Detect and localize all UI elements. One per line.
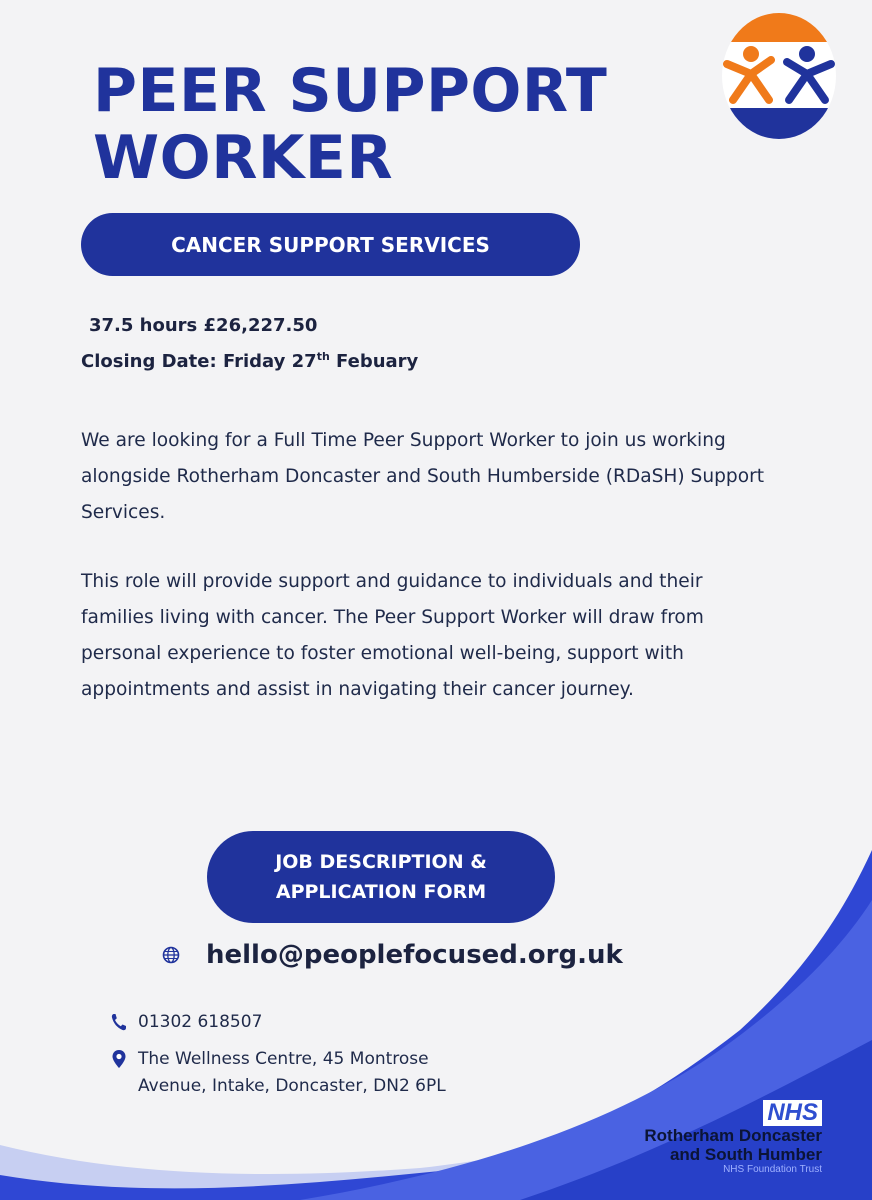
email-address[interactable]: hello@peoplefocused.org.uk [206,940,623,970]
people-focused-logo [721,12,837,140]
job-description-button-label [275,847,487,907]
title-line-2: WORKER [93,123,394,193]
role-paragraph: This role will provide support and guidance to individuals and their families living with cancer. The Peer Support Worker will draw from personal experience to foster emotional well-being, support with appointments and assist in navigating their cancer journey. [81,571,704,700]
page-title [93,58,607,192]
nhs-badge: NHS [763,1100,822,1126]
cta-line-2: APPLICATION FORM [275,881,487,903]
phone-icon [110,1012,128,1032]
trust-name-line-2: and South Humber [669,1145,822,1164]
phone-number[interactable]: 01302 618507 [138,1012,263,1032]
postal-address: The Wellness Centre, 45 Montrose Avenue, Intake, Doncaster, DN2 6PL [138,1049,446,1096]
cta-line-1: JOB DESCRIPTION & [275,851,487,873]
email-contact[interactable] [162,936,623,974]
job-description-button[interactable] [207,831,555,923]
closing-date-prefix: Closing Date: Friday 27 [81,351,317,372]
phone-contact[interactable] [110,1009,262,1036]
location-pin-icon [110,1049,128,1069]
address-contact [110,1046,498,1100]
closing-date-month: Febuary [329,351,419,372]
globe-icon [162,946,180,964]
service-label: CANCER SUPPORT SERVICES [171,232,490,257]
trust-subtitle: NHS Foundation Trust [723,1164,822,1175]
title-line-1: PEER SUPPORT [93,56,608,126]
hours-salary: 37.5 hours £26,227.50 [89,315,318,336]
intro-paragraph: We are looking for a Full Time Peer Support Worker to join us working alongside Rotherham Doncaster and South Humberside (RDaSH) Support Services. [81,430,765,523]
service-badge [81,213,580,276]
trust-name-line-1: Rotherham Doncaster [644,1126,822,1145]
nhs-trust-logo [644,1100,822,1176]
closing-date-ordinal: th [316,350,330,363]
closing-date [81,350,418,372]
